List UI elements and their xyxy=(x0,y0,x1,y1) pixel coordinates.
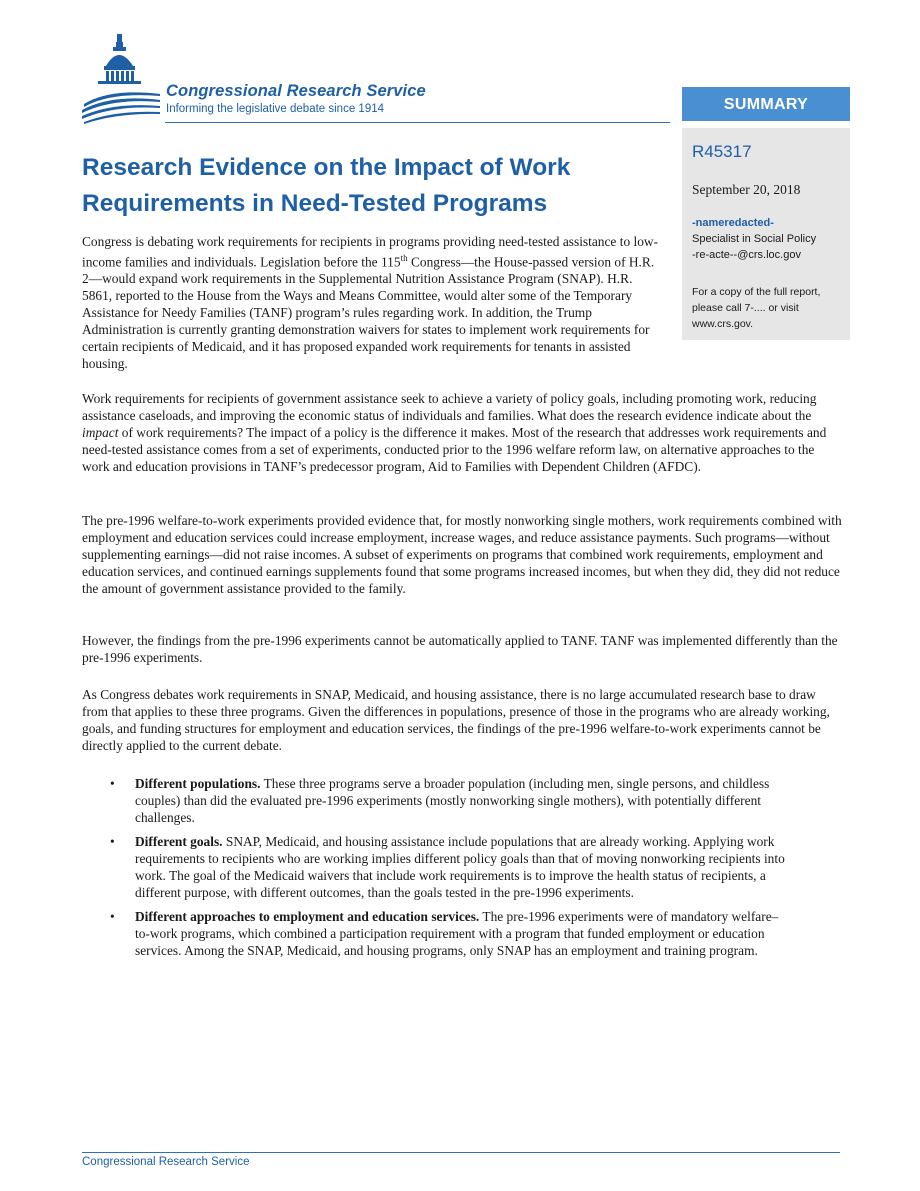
bullet-body: The pre-1996 experiments were of mandatory welfare–to-work programs, which combined a participation requirement with a program that funded employment or education services. Among the SNAP, Medicaid, and housing programs, only SNAP has an employment and training program. xyxy=(135,909,779,958)
list-item xyxy=(82,833,802,901)
summary-sidebar xyxy=(682,128,850,340)
author-block xyxy=(692,215,816,263)
author-name: -nameredacted- xyxy=(692,217,774,229)
bullet-text xyxy=(135,775,785,826)
bullet-lead: Different populations. xyxy=(135,776,261,791)
bullet-icon: • xyxy=(110,909,115,924)
footer-divider xyxy=(82,1152,840,1153)
author-title: Specialist in Social Policy xyxy=(692,233,817,245)
paragraph-current-debate: As Congress debates work requirements in SNAP, Medicaid, and housing assistance, there is no large accumulated research base to draw from that applies to these three programs. Given the differences in populations, presence of those in the programs who are already working, goals, and funding structures for employment and education services, the findings of the pre-1996 welfare-to-work experiments cannot be directly applied to the current debate. xyxy=(82,687,830,753)
bullet-icon: • xyxy=(110,834,115,849)
bullet-text xyxy=(135,908,785,959)
bullet-body: SNAP, Medicaid, and housing assistance include populations that are already working. Applying work requirements to recipients who are working implies different policy goals than that of moving nonworking recipients into work. The goal of the Medicaid waivers that include work requirements is to improve the health status of recipients, a different purpose, with different outcomes, than the goals tested in the pre-1996 experiments. xyxy=(135,834,785,900)
author-email[interactable]: -re-acte--@crs.loc.gov xyxy=(692,249,801,261)
p2-italic: impact xyxy=(82,425,119,440)
bullet-body: These three programs serve a broader population (including men, single persons, and childless couples) than did the evaluated pre-1996 experiments (mostly nonworking single mothers), with potentially different challenges. xyxy=(135,776,770,825)
capitol-dome-icon xyxy=(80,30,164,124)
page-title: Research Evidence on the Impact of Work Requirements in Need-Tested Programs xyxy=(82,154,571,217)
org-name: Congressional Research Service xyxy=(166,82,426,100)
bullet-lead: Different goals. xyxy=(135,834,223,849)
intro-paragraph xyxy=(82,233,662,372)
intro-text-1: Congress is debating work requirements for recipients in programs providing need-tested assistance to low-income families and individuals. Legislation before the 115 xyxy=(82,234,659,270)
crs-logo xyxy=(80,30,480,125)
p2-text-2: of work requirements? The impact of a policy is the difference it makes. Most of the research that addresses work requirements and need-tested assistance comes from a set of experiments, conducted prior to the 1996 welfare reform law, on alternative approaches to the work and education provisions in TANF’s predecessor program, Aid to Families with Dependent Children (AFDC). xyxy=(82,425,827,474)
org-tagline: Informing the legislative debate since 1914 xyxy=(166,103,385,115)
paragraph-tanf: However, the findings from the pre-1996 experiments cannot be automatically applied to TANF. TANF was implemented differently than the pre-1996 experiments. xyxy=(82,633,838,665)
bullet-icon: • xyxy=(110,776,115,791)
intro-text-2: Congress—the House-passed version of H.R. 2—would expand work requirements in the Supplemental Nutrition Assistance Program (SNAP). H.R. 5861, reported to the House from the Ways and Means Committee, would alter some of the Temporary Assistance for Needy Families (TANF) program’s rules regarding work. In addition, the Trump Administration is currently granting demonstration waivers for states to implement work requirements for certain recipients of Medicaid, and it has proposed expanded work requirements for tenants in assisted housing. xyxy=(82,254,655,372)
ordinal-suffix: th xyxy=(400,253,408,263)
footer-org-name: Congressional Research Service xyxy=(82,1156,250,1168)
paragraph-experiments: The pre-1996 welfare-to-work experiments provided evidence that, for mostly nonworking single mothers, work requirements combined with employment and education services could increase employment, increase wages, and reduce assistance payments. Such programs—without supplementing earnings—did not raise incomes. A subset of experiments on programs that combined work requirements, employment and education services, and continued earnings supplements found that some programs increased incomes, but when they did, they did not reduce the amount of government assistance provided to the family. xyxy=(82,513,842,596)
copy-note: For a copy of the full report, please call 7-.... or visit www.crs.gov. xyxy=(692,286,821,330)
list-item xyxy=(82,908,802,959)
header-divider xyxy=(165,122,670,123)
summary-tab: SUMMARY xyxy=(682,87,850,121)
differences-list xyxy=(82,775,802,966)
paragraph-policy-goals xyxy=(82,390,842,475)
list-item xyxy=(82,775,802,826)
report-number: R45317 xyxy=(692,142,752,161)
bullet-lead: Different approaches to employment and education services. xyxy=(135,909,480,924)
report-date: September 20, 2018 xyxy=(692,182,801,197)
p2-text-1: Work requirements for recipients of government assistance seek to achieve a variety of policy goals, including promoting work, reducing assistance caseloads, and improving the economic status of individuals and families. What does the research evidence indicate about the xyxy=(82,391,817,423)
bullet-text xyxy=(135,833,785,901)
